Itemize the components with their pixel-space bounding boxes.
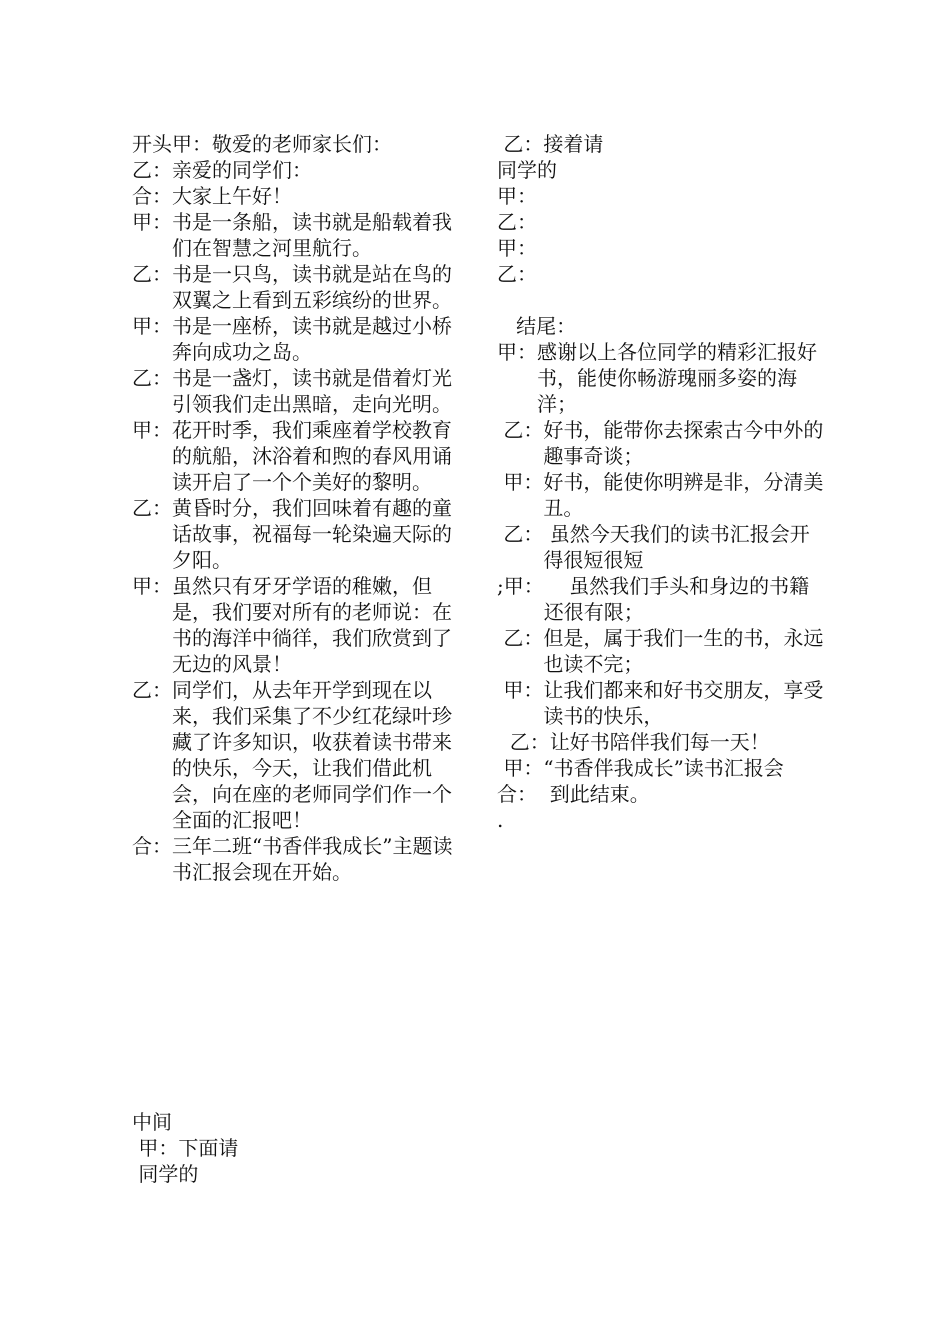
dialogue-line: 同学的 <box>497 158 557 182</box>
dialogue-line <box>497 417 827 469</box>
dialogue-text: 书是一座桥，读书就是越过小桥奔向成功之岛。 <box>172 314 452 364</box>
section-heading: 结尾： <box>497 314 577 338</box>
speaker-label: 乙： <box>497 522 544 546</box>
dialogue-line <box>497 521 827 573</box>
speaker-label: 合： <box>132 184 172 208</box>
dialogue-line: 甲： <box>497 184 537 208</box>
speaker-label: 乙： <box>497 626 544 650</box>
speaker-label: 甲： <box>132 418 172 442</box>
dialogue-text: 书是一只鸟，读书就是站在鸟的双翼之上看到五彩缤纷的世界。 <box>172 262 452 312</box>
right-column <box>497 131 827 833</box>
dialogue-line <box>497 625 827 677</box>
dialogue-text: 感谢以上各位同学的精彩汇报好书，能使你畅游瑰丽多姿的海洋； <box>537 340 817 416</box>
speaker-label: 开头甲： <box>132 132 212 156</box>
dialogue-text: 让我们都来和好书交朋友，享受读书的快乐， <box>543 678 824 728</box>
dialogue-line <box>132 833 462 885</box>
dialogue-text: 好书，能带你去探索古今中外的趣事奇谈； <box>543 418 824 468</box>
speaker-label: 合： <box>132 834 172 858</box>
dialogue-line <box>132 157 462 183</box>
speaker-label: 乙： <box>132 366 172 390</box>
speaker-label: ;甲： <box>497 574 544 598</box>
dialogue-line <box>132 365 462 417</box>
speaker-label: 甲： <box>132 210 172 234</box>
speaker-label: 甲： <box>497 340 537 364</box>
speaker-label: 乙： <box>132 496 172 520</box>
dialogue-line <box>497 469 827 521</box>
dialogue-line: 甲：“书香伴我成长”读书汇报会 合： 到此结束。 <box>497 756 803 806</box>
dialogue-line <box>497 677 827 729</box>
dialogue-text: 虽然今天我们的读书汇报会开得很短很短 <box>543 522 810 572</box>
dialogue-line: 乙： <box>497 262 537 286</box>
dialogue-line: 乙：让好书陪伴我们每一天！ <box>497 730 770 754</box>
dialogue-text: 好书，能使你明辨是非，分清美丑。 <box>543 470 824 520</box>
opening-section <box>132 131 462 885</box>
dialogue-line: 乙： <box>497 210 537 234</box>
dialogue-text: 同学们，从去年开学到现在以来，我们采集了不少红花绿叶珍藏了许多知识，收获着读书带来的快乐，今天，让我们借此机会，向在座的老师同学们作一个全面的汇报吧！ <box>172 678 452 832</box>
dialogue-text: 黄昏时分，我们回味着有趣的童话故事，祝福每一轮染遍天际的夕阳。 <box>172 496 452 572</box>
end-mark: . <box>497 808 504 832</box>
dialogue-line <box>497 339 827 417</box>
dialogue-line <box>132 495 462 573</box>
dialogue-line <box>497 573 827 625</box>
dialogue-line <box>132 261 462 313</box>
dialogue-text: 亲爱的同学们： <box>172 158 312 182</box>
dialogue-text: 三年二班“书香伴我成长”主题读书汇报会现在开始。 <box>172 834 453 884</box>
dialogue-line <box>132 209 462 261</box>
dialogue-line <box>132 417 462 495</box>
dialogue-line <box>132 313 462 365</box>
speaker-label: 乙： <box>497 418 544 442</box>
speaker-label: 乙： <box>132 158 172 182</box>
dialogue-line <box>132 131 462 157</box>
dialogue-line: 甲：下面请 <box>132 1136 239 1160</box>
speaker-label: 乙： <box>132 262 172 286</box>
dialogue-text: 虽然我们手头和身边的书籍还很有限； <box>543 574 810 624</box>
dialogue-line: 乙：接着请 <box>497 132 604 156</box>
speaker-label: 甲： <box>497 678 544 702</box>
dialogue-line <box>132 573 462 677</box>
speaker-label: 甲： <box>132 314 172 338</box>
speaker-label: 甲： <box>132 574 172 598</box>
dialogue-text: 花开时季，我们乘座着学校教育的航船，沐浴着和煦的春风用诵读开启了一个个美好的黎明。 <box>172 418 452 494</box>
section-heading: 中间 <box>132 1110 172 1134</box>
speaker-label: 甲： <box>497 470 544 494</box>
dialogue-line: 甲： <box>497 236 537 260</box>
speaker-label: 乙： <box>132 678 172 702</box>
dialogue-text: 虽然只有牙牙学语的稚嫩，但是，我们要对所有的老师说：在书的海洋中徜徉，我们欣赏到了无边的风景！ <box>172 574 452 676</box>
dialogue-text: 书是一盏灯，读书就是借着灯光引领我们走出黑暗，走向光明。 <box>172 366 452 416</box>
dialogue-line: 同学的 <box>132 1162 199 1186</box>
dialogue-line <box>132 677 462 833</box>
spacer <box>497 287 827 313</box>
dialogue-text: 但是，属于我们一生的书，永远也读不完； <box>543 626 824 676</box>
dialogue-line <box>132 183 462 209</box>
dialogue-text: 大家上午好！ <box>172 184 292 208</box>
dialogue-text: 书是一条船，读书就是船载着我们在智慧之河里航行。 <box>172 210 452 260</box>
middle-section <box>132 1109 462 1187</box>
dialogue-text: 敬爱的老师家长们： <box>212 132 392 156</box>
